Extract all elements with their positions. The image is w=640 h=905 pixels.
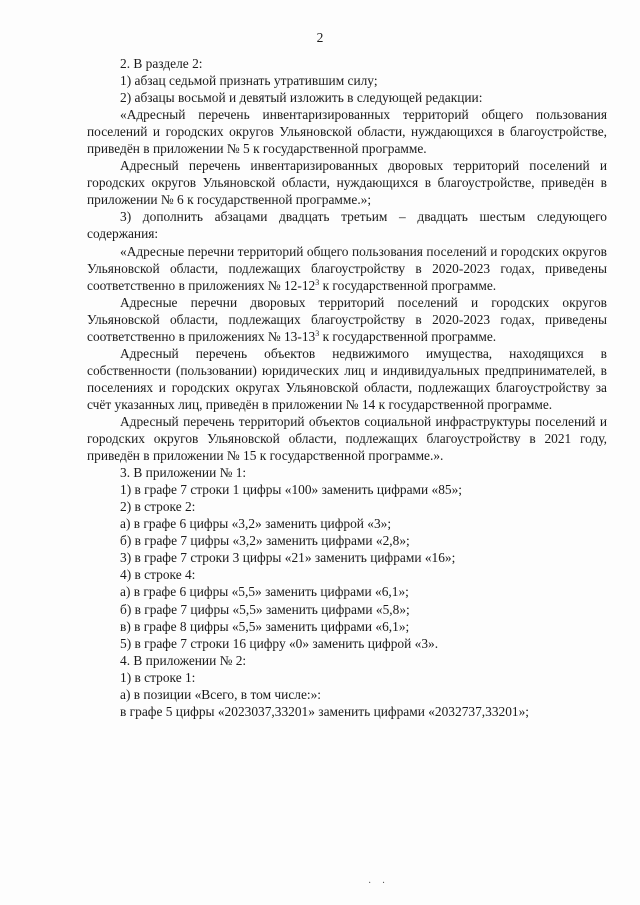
section-heading: 3. В приложении № 1: [120,465,247,481]
paragraph: Адресный перечень объектов недвижимого имущества, находящихся в собственности (пользовании) юридических лиц и индивидуальных предпринимателей, в поселениях и городских округах Ульяновской области, подлежащих благоустройству за счёт указанных лиц, приведён в приложении № 14 к государственной программе. [87,345,607,412]
list-item: 1) абзац седьмой признать утратившим силу; [120,73,378,89]
list-item: 2) в строке 2: [120,499,196,515]
section-heading: 2. В разделе 2: [120,56,203,71]
paragraph: 3) дополнить абзацами двадцать третьим – двадцать шестым следующего содержания: [87,209,607,242]
list-item: а) в позиции «Всего, в том числе:»: [120,686,322,702]
list-item: в графе 5 цифры «2023037,33201» заменить цифрами «2032737,33201»; [120,703,530,719]
list-item: 4) в строке 4: [120,567,196,583]
section-heading: 4. В приложении № 2: [120,652,247,668]
list-item: а) в графе 6 цифры «3,2» заменить цифрой «3»; [120,516,392,532]
document-body [87,55,607,720]
superscript: 3 [315,277,320,287]
paragraph-text: Адресные перечни дворовых территорий поселений и городских округов Ульяновской области, подлежащих благоустройству в 2020-2023 годах, приведены соответственно в приложениях № 13-13 [87,294,607,344]
paragraph [87,294,607,345]
scan-speck: · · [368,878,390,889]
list-item: 1) в строке 1: [120,669,196,685]
paragraph-text: к государственной программе. [319,328,497,344]
paragraph: Адресный перечень инвентаризированных дворовых территорий поселений и городских округов Ульяновской области, нуждающихся в благоустройстве, приведён в приложении № 6 к государственной программе.»; [87,158,607,208]
paragraph: «Адресный перечень инвентаризированных территорий общего пользования поселений и городских округов Ульяновской области, нуждающихся в благоустройстве, приведён в приложении № 5 к государственной программе. [87,107,607,157]
list-item: 3) в графе 7 строки 3 цифры «21» заменить цифрами «16»; [120,550,456,566]
list-item: а) в графе 6 цифры «5,5» заменить цифрами «6,1»; [120,584,409,600]
list-item: б) в графе 7 цифры «3,2» заменить цифрами «2,8»; [120,533,410,549]
paragraph: Адресный перечень территорий объектов социальной инфраструктуры поселений и городских округов Ульяновской области, подлежащих благоустройству в 2021 году, приведён в приложении № 15 к государственной программе.». [87,413,607,464]
page-number: 2 [316,30,324,45]
paragraph-text: «Адресные перечни территорий общего пользования поселений и городских округов Ульяновской области, подлежащих благоустройству в 2020-2023 годах, приведены соответственно в приложениях № 12-12 [87,243,607,293]
paragraph-text: к государственной программе. [319,277,497,293]
paragraph [87,243,607,294]
list-item: 1) в графе 7 строки 1 цифры «100» заменить цифрами «85»; [120,482,463,498]
list-item: б) в графе 7 цифры «5,5» заменить цифрами «5,8»; [120,601,410,617]
list-item: 2) абзацы восьмой и девятый изложить в следующей редакции: [120,90,483,106]
list-item: в) в графе 8 цифры «5,5» заменить цифрами «6,1»; [120,618,410,634]
list-item: 5) в графе 7 строки 16 цифру «0» заменить цифрой «3». [120,635,439,651]
superscript: 3 [315,328,320,338]
